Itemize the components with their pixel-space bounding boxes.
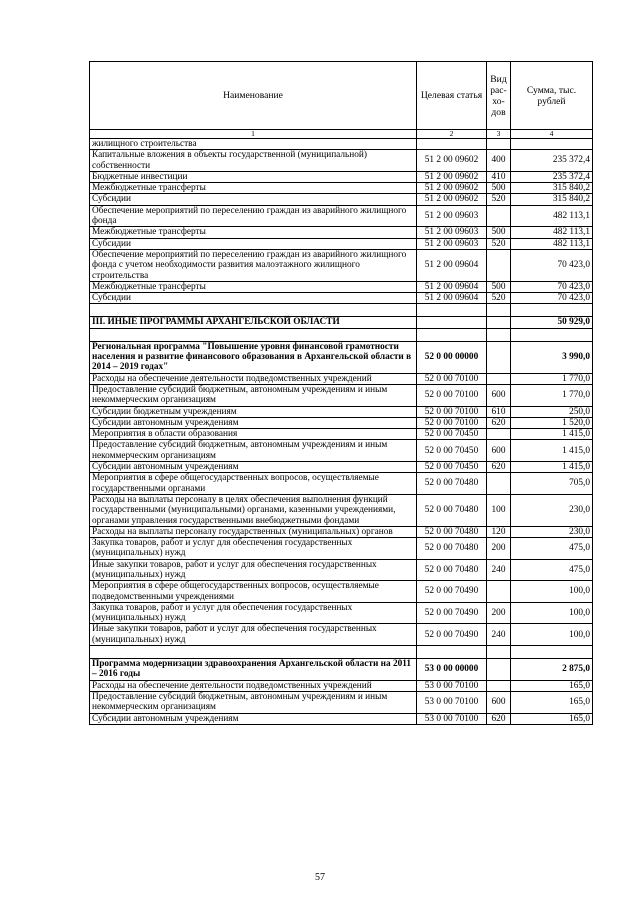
row-name: Субсидии автономным учреждениям: [90, 462, 417, 473]
row-target-article: 52 0 00 70450: [417, 462, 487, 473]
row-name: Субсидии бюджетным учреждениям: [90, 406, 417, 417]
row-target-article: 52 0 00 70480: [417, 538, 487, 560]
table-row: [90, 171, 593, 182]
row-target-article: 52 0 00 70100: [417, 373, 487, 384]
row-sum: 230,0: [511, 494, 593, 526]
row-sum: 230,0: [511, 526, 593, 537]
column-number: 4: [511, 130, 593, 139]
row-name: Субсидии автономным учреждениям: [90, 417, 417, 428]
row-name: Предоставление субсидий бюджетным, автономным учреждениям и иным некоммерческим организациям: [90, 384, 417, 406]
row-sum: 165,0: [511, 691, 593, 713]
row-expense-type: 240: [487, 624, 511, 646]
table-row: [90, 183, 593, 194]
row-name: Субсидии: [90, 238, 417, 249]
row-sum: 482 113,1: [511, 227, 593, 238]
row-expense-type: 520: [487, 238, 511, 249]
row-name: Мероприятия в области образования: [90, 429, 417, 440]
row-expense-type: 200: [487, 538, 511, 560]
row-expense-type: 200: [487, 602, 511, 624]
row-sum: 705,0: [511, 473, 593, 495]
table-row: [90, 194, 593, 205]
row-name: [90, 646, 417, 659]
row-sum: 1 415,0: [511, 429, 593, 440]
table-row: [90, 281, 593, 292]
table-row: [90, 238, 593, 249]
row-name: Межбюджетные трансферты: [90, 183, 417, 194]
row-sum: 315 840,2: [511, 183, 593, 194]
row-target-article: 51 2 00 09603: [417, 238, 487, 249]
table-row: [90, 659, 593, 681]
row-name: Межбюджетные трансферты: [90, 227, 417, 238]
row-sum: 1 415,0: [511, 462, 593, 473]
table-header-row: [90, 62, 593, 130]
row-name: Закупка товаров, работ и услуг для обеспечения государственных (муниципальных) нужд: [90, 538, 417, 560]
row-name: Иные закупки товаров, работ и услуг для обеспечения государственных (муниципальных) нужд: [90, 624, 417, 646]
row-name: Субсидии автономным учреждениям: [90, 713, 417, 724]
row-target-article: [417, 646, 487, 659]
row-name: Субсидии: [90, 194, 417, 205]
column-number: 2: [417, 130, 487, 139]
row-sum: 1 415,0: [511, 440, 593, 462]
row-sum: 475,0: [511, 559, 593, 581]
row-target-article: 51 2 00 09603: [417, 227, 487, 238]
row-target-article: 52 0 00 70490: [417, 581, 487, 603]
row-expense-type: 620: [487, 462, 511, 473]
row-target-article: 51 2 00 09602: [417, 150, 487, 172]
table-row: [90, 680, 593, 691]
column-numbers-row: [90, 130, 593, 139]
table-row: [90, 249, 593, 281]
row-name: Закупка товаров, работ и услуг для обеспечения государственных (муниципальных) нужд: [90, 602, 417, 624]
row-sum: 315 840,2: [511, 194, 593, 205]
row-expense-type: 520: [487, 293, 511, 304]
row-name: Обеспечение мероприятий по переселению граждан из аварийного жилищного фонда: [90, 205, 417, 227]
row-sum: 482 113,1: [511, 238, 593, 249]
row-target-article: 52 0 00 70490: [417, 624, 487, 646]
row-expense-type: [487, 249, 511, 281]
row-name: Субсидии: [90, 293, 417, 304]
row-sum: 1 770,0: [511, 384, 593, 406]
row-expense-type: [487, 680, 511, 691]
row-expense-type: 620: [487, 417, 511, 428]
row-name: Расходы на выплаты персоналу государственных (муниципальных) органов: [90, 526, 417, 537]
row-target-article: 51 2 00 09604: [417, 281, 487, 292]
row-target-article: 52 0 00 70100: [417, 384, 487, 406]
row-name: Межбюджетные трансферты: [90, 281, 417, 292]
row-expense-type: 610: [487, 406, 511, 417]
row-expense-type: 120: [487, 526, 511, 537]
row-sum: 475,0: [511, 538, 593, 560]
row-sum: [511, 646, 593, 659]
row-sum: [511, 139, 593, 150]
row-sum: 100,0: [511, 581, 593, 603]
row-target-article: 51 2 00 09603: [417, 205, 487, 227]
row-sum: 50 929,0: [511, 317, 593, 328]
table-row: [90, 624, 593, 646]
row-target-article: 51 2 00 09602: [417, 171, 487, 182]
row-sum: 3 990,0: [511, 341, 593, 373]
row-target-article: [417, 304, 487, 317]
row-expense-type: 600: [487, 691, 511, 713]
row-expense-type: 600: [487, 384, 511, 406]
row-target-article: [417, 328, 487, 341]
row-sum: 165,0: [511, 680, 593, 691]
row-name: Бюджетные инвестиции: [90, 171, 417, 182]
row-expense-type: 500: [487, 281, 511, 292]
row-name: [90, 304, 417, 317]
row-target-article: 51 2 00 09604: [417, 249, 487, 281]
row-expense-type: 620: [487, 713, 511, 724]
row-sum: [511, 304, 593, 317]
row-name: [90, 328, 417, 341]
table-row: [90, 384, 593, 406]
table-row: [90, 691, 593, 713]
table-row: [90, 341, 593, 373]
row-name: Расходы на обеспечение деятельности подведомственных учреждений: [90, 373, 417, 384]
row-target-article: 51 2 00 09602: [417, 183, 487, 194]
row-expense-type: [487, 205, 511, 227]
row-target-article: [417, 139, 487, 150]
row-name: Мероприятия в сфере общегосударственных вопросов, осуществляемые подведомственными учреждениями: [90, 581, 417, 603]
row-expense-type: 520: [487, 194, 511, 205]
row-sum: 165,0: [511, 713, 593, 724]
table-body: [90, 139, 593, 725]
row-name: Иные закупки товаров, работ и услуг для обеспечения государственных (муниципальных) нужд: [90, 559, 417, 581]
row-sum: 70 423,0: [511, 281, 593, 292]
table-row: [90, 317, 593, 328]
row-expense-type: [487, 317, 511, 328]
row-target-article: 52 0 00 70450: [417, 440, 487, 462]
table-row: [90, 494, 593, 526]
table-row: [90, 646, 593, 659]
row-expense-type: [487, 341, 511, 373]
row-target-article: 53 0 00 70100: [417, 713, 487, 724]
row-expense-type: 400: [487, 150, 511, 172]
table-row: [90, 139, 593, 150]
table-row: [90, 373, 593, 384]
row-expense-type: [487, 139, 511, 150]
row-expense-type: [487, 304, 511, 317]
row-sum: 482 113,1: [511, 205, 593, 227]
row-name: Предоставление субсидий бюджетным, автономным учреждениям и иным некоммерческим организациям: [90, 440, 417, 462]
row-target-article: 51 2 00 09602: [417, 194, 487, 205]
row-expense-type: [487, 328, 511, 341]
page-number: 57: [315, 872, 325, 883]
header-name: Наименование: [90, 62, 417, 130]
row-target-article: 53 0 00 70100: [417, 680, 487, 691]
row-expense-type: 500: [487, 183, 511, 194]
row-sum: [511, 328, 593, 341]
row-expense-type: 100: [487, 494, 511, 526]
table-row: [90, 440, 593, 462]
row-name: Программа модернизации здравоохранения Архангельской области на 2011 – 2016 годы: [90, 659, 417, 681]
row-target-article: 52 0 00 70450: [417, 429, 487, 440]
table-row: [90, 406, 593, 417]
row-sum: 100,0: [511, 602, 593, 624]
table-row: [90, 462, 593, 473]
row-sum: 250,0: [511, 406, 593, 417]
header-sum: Сумма, тыс. рублей: [511, 62, 593, 130]
row-expense-type: [487, 659, 511, 681]
row-sum: 70 423,0: [511, 293, 593, 304]
table-row: [90, 473, 593, 495]
row-sum: 1 520,0: [511, 417, 593, 428]
row-target-article: 52 0 00 70100: [417, 406, 487, 417]
row-target-article: 52 0 00 70480: [417, 526, 487, 537]
table-row: [90, 293, 593, 304]
budget-table: [89, 61, 593, 725]
table-row: [90, 417, 593, 428]
row-expense-type: 600: [487, 440, 511, 462]
row-name: Предоставление субсидий бюджетным, автономным учреждениям и иным некоммерческим организациям: [90, 691, 417, 713]
table-row: [90, 559, 593, 581]
column-number: 3: [487, 130, 511, 139]
column-number: 1: [90, 130, 417, 139]
row-target-article: 52 0 00 70480: [417, 559, 487, 581]
row-sum: 70 423,0: [511, 249, 593, 281]
row-target-article: 52 0 00 00000: [417, 341, 487, 373]
table-row: [90, 429, 593, 440]
header-target-article: Целевая статья: [417, 62, 487, 130]
row-target-article: 53 0 00 00000: [417, 659, 487, 681]
table-row: [90, 227, 593, 238]
row-sum: 100,0: [511, 624, 593, 646]
row-target-article: 52 0 00 70490: [417, 602, 487, 624]
row-target-article: 51 2 00 09604: [417, 293, 487, 304]
table-row: [90, 713, 593, 724]
row-expense-type: [487, 581, 511, 603]
header-expense-type: Вид рас- хо- дов: [487, 62, 511, 130]
table-row: [90, 602, 593, 624]
table-row: [90, 304, 593, 317]
row-target-article: [417, 317, 487, 328]
row-expense-type: [487, 373, 511, 384]
row-name: Обеспечение мероприятий по переселению граждан из аварийного жилищного фонда с учетом необходимости развития малоэтажного жилищного строительства: [90, 249, 417, 281]
row-name: Региональная программа "Повышение уровня финансовой грамотности населения и развитие финансового образования в Архангельской области в 2014 – 2019 годах": [90, 341, 417, 373]
table-row: [90, 150, 593, 172]
table-row: [90, 526, 593, 537]
table-row: [90, 205, 593, 227]
row-sum: 2 875,0: [511, 659, 593, 681]
row-sum: 1 770,0: [511, 373, 593, 384]
table-row: [90, 581, 593, 603]
row-name: Расходы на обеспечение деятельности подведомственных учреждений: [90, 680, 417, 691]
row-target-article: 52 0 00 70480: [417, 473, 487, 495]
row-sum: 235 372,4: [511, 171, 593, 182]
row-name: Капитальные вложения в объекты государственной (муниципальной) собственности: [90, 150, 417, 172]
row-expense-type: 240: [487, 559, 511, 581]
row-expense-type: [487, 646, 511, 659]
row-target-article: 52 0 00 70100: [417, 417, 487, 428]
row-expense-type: 500: [487, 227, 511, 238]
row-name: жилищного строительства: [90, 139, 417, 150]
row-name: Мероприятия в сфере общегосударственных вопросов, осуществляемые государственными органами: [90, 473, 417, 495]
row-name: III. ИНЫЕ ПРОГРАММЫ АРХАНГЕЛЬСКОЙ ОБЛАСТИ: [90, 317, 417, 328]
row-name: Расходы на выплаты персоналу в целях обеспечения выполнения функций государственными (муниципальными) органами, казенными учреждениями, органами управления государственными внебюджетными фондами: [90, 494, 417, 526]
row-target-article: 53 0 00 70100: [417, 691, 487, 713]
row-sum: 235 372,4: [511, 150, 593, 172]
row-expense-type: [487, 429, 511, 440]
table-row: [90, 328, 593, 341]
row-expense-type: 410: [487, 171, 511, 182]
table-row: [90, 538, 593, 560]
row-expense-type: [487, 473, 511, 495]
row-target-article: 52 0 00 70480: [417, 494, 487, 526]
